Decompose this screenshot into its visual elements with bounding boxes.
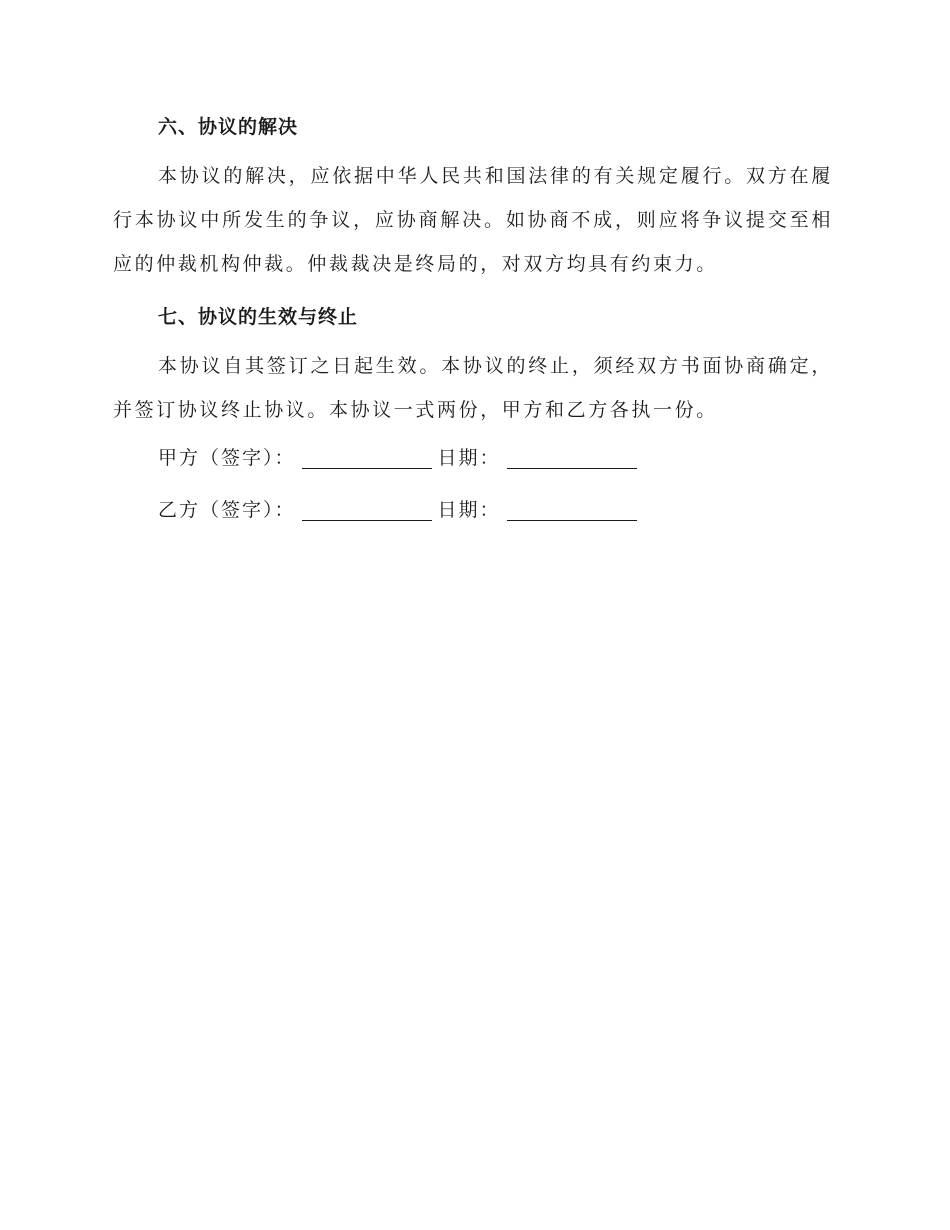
party-b-date-line xyxy=(507,506,637,521)
signature-row-party-b xyxy=(113,488,833,532)
document-body xyxy=(113,108,833,540)
signature-row-party-a xyxy=(113,436,833,480)
party-a-signature-line xyxy=(302,454,432,469)
section-heading-resolution: 六、协议的解决 xyxy=(158,116,299,138)
section-paragraph-effect-termination: 本协议自其签订之日起生效。本协议的终止，须经双方书面协商确定，并签订协议终止协议。本协议一式两份，甲方和乙方各执一份。 xyxy=(113,355,833,421)
party-b-signature-line xyxy=(302,506,432,521)
party-b-date-label: 日期： xyxy=(437,499,501,521)
party-a-date-label: 日期： xyxy=(437,447,501,469)
party-a-signature-label: 甲方（签字）： xyxy=(158,447,296,469)
party-a-date-line xyxy=(507,454,637,469)
section-paragraph-resolution: 本协议的解决，应依据中华人民共和国法律的有关规定履行。双方在履行本协议中所发生的争议，应协商解决。如协商不成，则应将争议提交至相应的仲裁机构仲裁。仲裁裁决是终局的，对双方均具有约束力。 xyxy=(113,165,833,275)
section-heading-effect-termination: 七、协议的生效与终止 xyxy=(158,306,359,328)
party-b-signature-label: 乙方（签字）： xyxy=(158,499,296,521)
